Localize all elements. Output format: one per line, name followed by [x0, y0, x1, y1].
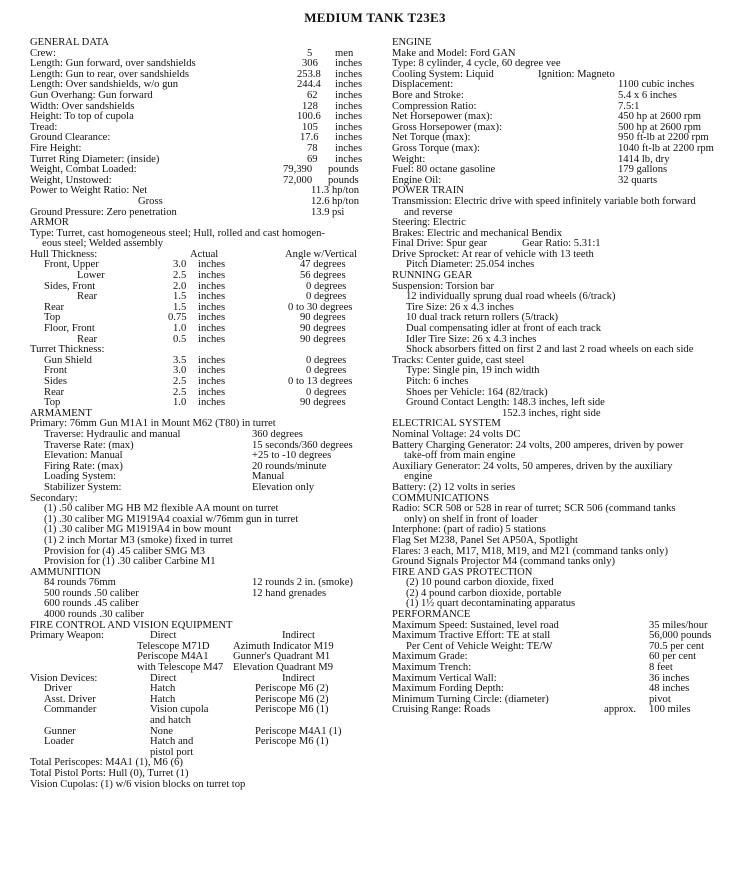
spec-value: 2.0 [173, 280, 187, 292]
spec-value: inches [198, 312, 226, 324]
spec-label: Minimum Turning Circle: (diameter) [392, 693, 549, 705]
spec-label: (2) 4 pound carbon dioxide, portable [406, 587, 562, 599]
spec-value: 105 [302, 121, 318, 133]
spec-label: Maximum Speed: Sustained, level road [392, 619, 559, 631]
spec-value: 56 degrees [300, 270, 346, 282]
spec-row [392, 144, 736, 155]
spec-row [30, 377, 375, 388]
spec-value: 90 degrees [300, 333, 346, 345]
spec-value: 12.6 [311, 195, 330, 207]
spec-value: inches [335, 79, 363, 91]
spec-label: Elevation: Manual [44, 450, 123, 462]
spec-label: Total Pistol Ports: Hull (0), Turret (1) [30, 767, 189, 779]
spec-value: 8 feet [649, 662, 673, 674]
spec-label: Sides, Front [44, 280, 96, 292]
spec-label: Tread: [30, 121, 58, 133]
spec-label: eous steel; Welded assembly [42, 238, 164, 250]
spec-value: 1.0 [173, 397, 187, 409]
spec-row [392, 377, 736, 388]
spec-value: 0 degrees [306, 354, 347, 366]
spec-label: Shock absorbers fitted on first 2 and last 2 road wheels on each side [406, 344, 694, 356]
spec-label: take-off from main engine [404, 450, 516, 462]
spec-value: +25 to -10 degrees [252, 450, 332, 462]
spec-label: Rear [44, 301, 64, 313]
spec-row [392, 462, 736, 473]
spec-label: (1) .30 caliber MG M1919A4 coaxial w/76mm gun in turret [44, 513, 299, 525]
spec-label: (1) .30 caliber MG M1919A4 in bow mount [44, 524, 232, 536]
spec-value: 0 degrees [306, 386, 347, 398]
spec-label: Pitch: 6 inches [406, 376, 469, 387]
spec-label: Tire Size: 26 x 4.3 inches [406, 301, 514, 313]
spec-value: inches [198, 376, 226, 387]
spec-label: Radio: SCR 508 or 528 in rear of turret; SCR 506 (command tanks [392, 503, 676, 515]
spec-value: inches [335, 89, 363, 101]
spec-value: 1414 lb, dry [618, 153, 670, 165]
spec-value: 69 [307, 153, 318, 165]
spec-value: inches [198, 323, 226, 335]
spec-value: 1100 cubic inches [618, 79, 695, 91]
spec-label: Provision for (1) .30 caliber Carbine M1 [44, 556, 216, 568]
spec-label: Driver [44, 683, 72, 695]
spec-value: inches [335, 68, 363, 80]
spec-label: Height: To top of cupola [30, 111, 134, 123]
spec-value: Indirect [282, 672, 315, 684]
spec-value: Periscope M6 (2) [255, 683, 329, 695]
spec-value: None [150, 725, 173, 737]
spec-value: Periscope M6 (2) [255, 693, 329, 705]
spec-label: ARMAMENT [30, 407, 92, 419]
spec-row [30, 430, 375, 441]
spec-label: Floor, Front [44, 323, 95, 335]
spec-value: inches [198, 259, 226, 271]
spec-value: 128 [302, 100, 318, 112]
spec-value: 306 [302, 58, 318, 70]
spec-label: FIRE AND GAS PROTECTION [392, 566, 533, 578]
spec-row [392, 430, 736, 441]
spec-value: 47 degrees [300, 259, 346, 271]
spec-value: inches [198, 280, 226, 292]
spec-label: GENERAL DATA [30, 37, 110, 48]
spec-row [392, 536, 736, 547]
spec-label: 500 rounds .50 caliber [44, 587, 139, 599]
spec-value: Telescope M71D [137, 640, 210, 652]
spec-value: 179 gallons [618, 164, 668, 176]
spec-value: 500 hp at 2600 rpm [618, 121, 701, 133]
spec-label: Total Periscopes: M4A1 (1), M6 (6) [30, 757, 183, 769]
spec-value: inches [198, 365, 226, 377]
spec-value: inches [335, 58, 363, 70]
spec-row [30, 144, 375, 155]
spec-row [392, 91, 736, 102]
spec-value: Periscope M4A1 (1) [255, 725, 342, 737]
spec-value: hp/ton [332, 195, 360, 207]
spec-label: Suspension: Torsion bar [392, 280, 495, 292]
spec-label: Bore and Stroke: [392, 89, 464, 101]
spec-label: Fuel: 80 octane gasoline [392, 164, 496, 176]
spec-label: Crew: [30, 47, 56, 59]
spec-value: Manual [252, 471, 285, 483]
spec-label: (1) 1½ quart decontaminating apparatus [406, 598, 576, 610]
spec-value: 3.0 [173, 365, 187, 377]
spec-label: Auxiliary Generator: 24 volts, 50 amperes, driven by the auxiliary [392, 460, 673, 472]
spec-value: with Telescope M47 [137, 662, 224, 674]
spec-value: 0 to 13 degrees [288, 376, 353, 387]
spec-row [30, 716, 375, 727]
spec-label: 12 individually sprung dual road wheels (6/track) [406, 291, 616, 303]
spec-value: inches [198, 354, 226, 366]
spec-row [392, 165, 736, 176]
spec-label: Type: 8 cylinder, 4 cycle, 60 degree vee [392, 58, 561, 70]
spec-value: 12 rounds 2 in. (smoke) [252, 577, 353, 589]
spec-value: and hatch [150, 715, 191, 726]
spec-value: 12 hand grenades [252, 587, 327, 599]
spec-value: Azimuth Indicator M19 [233, 640, 334, 652]
spec-value: 100 miles [649, 704, 691, 716]
spec-row [30, 38, 375, 49]
spec-label: Ground Contact Length: 148.3 inches, left side [406, 397, 605, 409]
spec-label: engine [404, 471, 433, 483]
spec-value: psi [332, 206, 345, 218]
spec-label: and reverse [404, 206, 453, 218]
spec-label: Battery Charging Generator: 24 volts, 200 amperes, driven by power [392, 439, 684, 451]
spec-label: PERFORMANCE [392, 609, 471, 621]
spec-label: Maximum Fording Depth: [392, 683, 504, 695]
spec-label: Engine Oil: [392, 174, 442, 186]
spec-label: Stabilizer System: [44, 481, 122, 493]
spec-label: Top [44, 312, 61, 324]
spec-value: inches [198, 291, 226, 303]
spec-value: Actual [190, 248, 219, 260]
spec-value: 2.5 [173, 270, 187, 282]
spec-label: Width: Over sandshields [30, 100, 135, 112]
spec-label: Compression Ratio: [392, 100, 477, 112]
spec-label: FIRE CONTROL AND VISION EQUIPMENT [30, 619, 233, 631]
spec-value: inches [198, 301, 226, 313]
spec-value: Ignition: Magneto [538, 68, 615, 80]
spec-value: 1.5 [173, 301, 187, 313]
spec-label: Primary Weapon: [30, 630, 104, 642]
spec-label: Flag Set M238, Panel Set AP50A, Spotlight [392, 534, 578, 546]
spec-value: pounds [328, 174, 359, 186]
spec-label: (1) 2 inch Mortar M3 (smoke) fixed in turret [44, 534, 233, 546]
spec-label: Lower [77, 270, 105, 282]
spec-value: 3.0 [173, 259, 187, 271]
spec-label: (2) 10 pound carbon dioxide, fixed [406, 577, 554, 589]
spec-label: Shoes per Vehicle: 164 (82/track) [406, 386, 548, 398]
spec-row [30, 112, 375, 123]
spec-label: Net Horsepower (max): [392, 111, 493, 123]
right-column [392, 38, 736, 716]
spec-value: 56,000 pounds [649, 630, 712, 642]
spec-value: 360 degrees [252, 428, 303, 440]
spec-label: Weight: [392, 153, 426, 165]
spec-value: 36 inches [649, 672, 690, 684]
spec-label: Ground Signals Projector M4 (command tanks only) [392, 556, 616, 568]
spec-value: 1.5 [173, 291, 187, 303]
spec-value: men [335, 47, 354, 59]
spec-value: inches [198, 333, 226, 345]
spec-row [30, 536, 375, 547]
spec-value: Direct [150, 630, 177, 642]
spec-value: 2.5 [173, 386, 187, 398]
spec-label: Type: Turret, cast homogeneous steel; Hull, rolled and cast homogen- [30, 227, 325, 239]
spec-label: Maximum Vertical Wall: [392, 672, 497, 684]
spec-label: Gross Torque (max): [392, 142, 480, 154]
spec-value: Hatch [150, 683, 176, 695]
spec-value: 48 inches [649, 683, 690, 695]
spec-label: Asst. Driver [44, 693, 96, 705]
spec-label: Fire Height: [30, 142, 82, 154]
left-column [30, 38, 375, 790]
spec-label: Front, Upper [44, 259, 99, 271]
spec-value: Direct [150, 672, 177, 684]
spec-value: approx. [604, 704, 637, 716]
spec-label: Displacement: [392, 79, 454, 91]
spec-value: 244.4 [297, 79, 321, 91]
spec-label: Provision for (4) .45 caliber SMG M3 [44, 545, 205, 557]
spec-label: Length: Gun forward, over sandshields [30, 58, 196, 70]
spec-label: Idler Tire Size: 26 x 4.3 inches [406, 333, 537, 345]
spec-label: ARMOR [30, 217, 69, 229]
spec-label: only) on shelf in front of loader [404, 513, 538, 525]
spec-label: Vision Cupolas: (1) w/6 vision blocks on turret top [30, 778, 246, 790]
spec-label: Ground Clearance: [30, 132, 111, 144]
spec-label: Dual compensating idler at front of each track [406, 323, 602, 335]
spec-label: Hull Thickness: [30, 248, 98, 260]
spec-value: 13.9 [311, 206, 330, 218]
spec-value: Elevation Quadrant M9 [233, 662, 334, 674]
spec-label: Drive Sprocket: At rear of vehicle with 13 teeth [392, 248, 594, 260]
spec-label: Nominal Voltage: 24 volts DC [392, 428, 521, 440]
spec-label: Weight, Combat Loaded: [30, 164, 137, 176]
spec-label: Commander [44, 704, 97, 716]
spec-value: Periscope M6 (1) [255, 736, 329, 748]
spec-label: ENGINE [392, 37, 432, 48]
spec-label: Loader [44, 736, 74, 748]
spec-value: 5.4 x 6 inches [618, 89, 677, 101]
spec-label: Per Cent of Vehicle Weight: TE/W [406, 640, 553, 652]
spec-label: Primary: 76mm Gun M1A1 in Mount M62 (T80) in turret [30, 418, 276, 430]
spec-value: 78 [307, 142, 318, 154]
spec-value: Gunner's Quadrant M1 [233, 651, 331, 663]
spec-label: COMMUNICATIONS [392, 492, 490, 504]
spec-label: (1) .50 caliber MG HB M2 flexible AA mount on turret [44, 503, 279, 515]
spec-value: Gear Ratio: 5.31:1 [522, 238, 601, 250]
spec-value: 70.5 per cent [649, 640, 705, 652]
spec-value: hp/ton [332, 185, 360, 197]
spec-row [392, 705, 736, 716]
spec-value: 100.6 [297, 111, 321, 123]
spec-value: inches [335, 100, 363, 112]
spec-label: Vision Devices: [30, 672, 98, 684]
spec-row [30, 769, 375, 780]
spec-label: Make and Model: Ford GAN [392, 47, 516, 59]
spec-label: Front [44, 365, 67, 377]
spec-value: 60 per cent [649, 651, 697, 663]
spec-label: Rear [77, 291, 97, 303]
spec-label: Cruising Range: Roads [392, 704, 491, 716]
spec-value: Hatch [150, 693, 176, 705]
spec-value: inches [198, 397, 226, 409]
spec-value: 90 degrees [300, 312, 346, 324]
spec-row [392, 38, 736, 49]
spec-label: RUNNING GEAR [392, 270, 473, 282]
spec-row [30, 483, 375, 494]
spec-value: 450 hp at 2600 rpm [618, 111, 701, 123]
spec-value: 5 [307, 47, 313, 59]
spec-label: Flares: 3 each, M17, M18, M19, and M21 (command tanks only) [392, 545, 668, 557]
spec-label: Secondary: [30, 492, 78, 504]
spec-value: 79,390 [283, 164, 313, 176]
spec-label: Loading System: [44, 471, 117, 483]
spec-value: 11.3 [311, 185, 330, 197]
spec-label: Steering: Electric [392, 217, 466, 229]
spec-label: Battery: (2) 12 volts in series [392, 481, 516, 493]
spec-label: Gunner [44, 725, 76, 737]
spec-label: 10 dual track return rollers (5/track) [406, 312, 559, 324]
spec-label: Interphone: (part of radio) 5 stations [392, 524, 546, 536]
spec-value: Hatch and [150, 736, 194, 748]
spec-value: 2.5 [173, 376, 187, 387]
spec-label: 600 rounds .45 caliber [44, 598, 139, 610]
spec-label: 4000 rounds .30 caliber [44, 609, 145, 621]
spec-value: 0 degrees [306, 365, 347, 377]
spec-label: Ground Pressure: Zero penetration [30, 206, 177, 218]
spec-value: inches [335, 111, 363, 123]
spec-label: Gross [138, 195, 163, 207]
spec-label: Length: Gun to rear, over sandshields [30, 68, 190, 80]
spec-label: 84 rounds 76mm [44, 577, 116, 589]
spec-value: 62 [307, 89, 318, 101]
spec-label: Traverse: Hydraulic and manual [44, 428, 181, 440]
spec-value: Periscope M4A1 [137, 651, 209, 663]
spec-label: Power to Weight Ratio: Net [30, 185, 148, 197]
spec-label: Rear [77, 333, 97, 345]
spec-label: Top [44, 397, 61, 409]
spec-value: inches [198, 386, 226, 398]
spec-value: 90 degrees [300, 323, 346, 335]
spec-label: Sides [44, 376, 67, 387]
spec-value: 72,000 [283, 174, 313, 186]
spec-row [30, 780, 375, 791]
spec-label: Turret Ring Diameter: (inside) [30, 153, 160, 165]
spec-value: 950 ft-lb at 2200 rpm [618, 132, 709, 144]
spec-label: Firing Rate: (max) [44, 460, 123, 472]
spec-label: Weight, Unstowed: [30, 174, 112, 186]
spec-value: inches [335, 142, 363, 154]
spec-label: Rear [44, 386, 64, 398]
spec-label: POWER TRAIN [392, 185, 464, 197]
spec-label: Type: Single pin, 19 inch width [406, 365, 540, 377]
spec-value: 90 degrees [300, 397, 346, 409]
spec-value: inches [335, 132, 363, 144]
spec-value: 20 rounds/minute [252, 460, 327, 472]
spec-row [30, 705, 375, 716]
spec-row [30, 737, 375, 748]
spec-value: Indirect [282, 630, 315, 642]
spec-label: Traverse Rate: (max) [44, 439, 134, 451]
spec-label: AMMUNITION [30, 566, 101, 578]
spec-row [30, 91, 375, 102]
spec-value: Angle w/Vertical [285, 248, 358, 260]
spec-value: 3.5 [173, 354, 187, 366]
spec-label: Net Torque (max): [392, 132, 471, 144]
spec-value: 0.75 [168, 312, 187, 324]
spec-label: Length: Over sandshields, w/o gun [30, 79, 178, 91]
spec-value: Periscope M6 (1) [255, 704, 329, 716]
spec-value: 0.5 [173, 333, 187, 345]
spec-label: Brakes: Electric and mechanical Bendix [392, 227, 563, 239]
spec-label: Transmission: Electric drive with speed infinitely variable both forward [392, 195, 696, 207]
spec-value: 15 seconds/360 degrees [252, 439, 353, 451]
spec-row [30, 197, 375, 208]
spec-row [392, 483, 736, 494]
spec-value: 32 quarts [618, 174, 658, 186]
spec-value: 0 to 30 degrees [288, 301, 353, 313]
spec-value: 7.5:1 [618, 100, 640, 112]
spec-label: Final Drive: Spur gear [392, 238, 488, 250]
spec-value: 0 degrees [306, 280, 347, 292]
spec-label: Gun Shield [44, 354, 92, 366]
spec-value: inches [335, 121, 363, 133]
spec-value: pounds [328, 164, 359, 176]
spec-value: Vision cupola [150, 704, 209, 716]
spec-label: Maximum Trench: [392, 662, 472, 674]
spec-value: 35 miles/hour [649, 619, 708, 631]
spec-value: inches [335, 153, 363, 165]
spec-label: 152.3 inches, right side [502, 407, 601, 419]
spec-value: 253.8 [297, 68, 321, 80]
spec-label: Gun Overhang: Gun forward [30, 89, 153, 101]
spec-label: Turret Thickness: [30, 344, 105, 356]
spec-label: Maximum Grade: [392, 651, 468, 663]
page-title: MEDIUM TANK T23E3 [304, 10, 446, 25]
spec-row [30, 208, 375, 219]
spec-label: Tracks: Center guide, cast steel [392, 354, 525, 366]
spec-row [392, 197, 736, 208]
spec-value: pistol port [150, 746, 194, 758]
spec-value: 0 degrees [306, 291, 347, 303]
spec-value: 17.6 [300, 132, 319, 144]
spec-label: Cooling System: Liquid [392, 68, 494, 80]
spec-value: Elevation only [252, 481, 315, 493]
spec-value: inches [198, 270, 226, 282]
spec-value: pivot [649, 693, 671, 705]
spec-value: 1040 ft-lb at 2200 rpm [618, 142, 714, 154]
spec-label: ELECTRICAL SYSTEM [392, 418, 501, 430]
spec-value: 1.0 [173, 323, 187, 335]
spec-label: Maximum Tractive Effort: TE at stall [392, 630, 551, 642]
spec-label: Pitch Diameter: 25.054 inches [406, 259, 535, 271]
spec-label: Gross Horsepower (max): [392, 121, 503, 133]
